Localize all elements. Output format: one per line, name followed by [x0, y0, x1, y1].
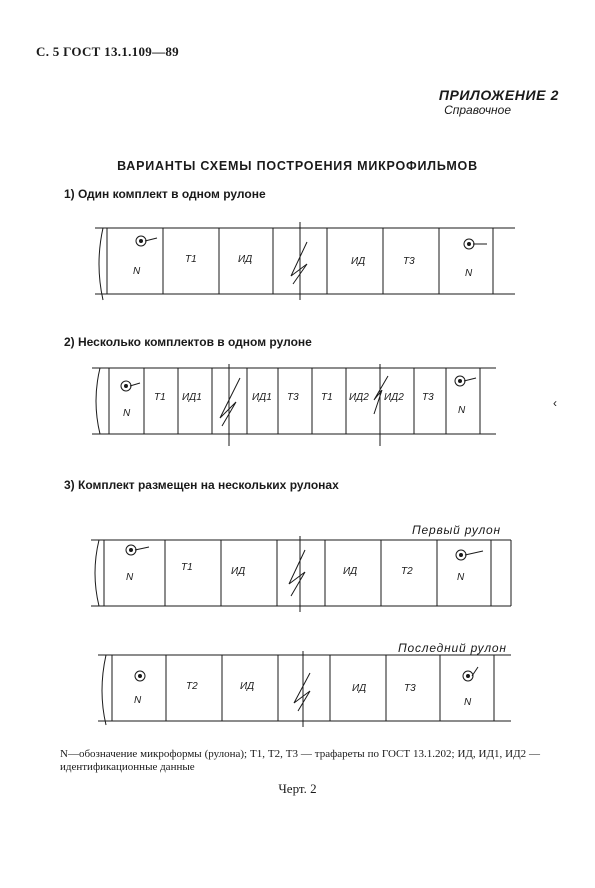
- margin-tick: ‹: [553, 396, 557, 410]
- cell-label: ИД: [351, 256, 366, 267]
- cell-label: ИД1: [182, 392, 202, 403]
- cell-label: Т1: [181, 562, 193, 573]
- cell-label: N: [133, 266, 141, 277]
- film-left-edge: [99, 228, 103, 300]
- strip-diagram: [98, 655, 518, 727]
- cell-label: Т3: [403, 256, 415, 267]
- break-mark: [291, 242, 307, 284]
- film-left-edge: [102, 655, 106, 725]
- cell-label: ИД: [231, 566, 246, 577]
- cell-label: ИД: [343, 566, 358, 577]
- figure-number: Черт. 2: [278, 781, 317, 796]
- arrow-right-icon: [465, 551, 483, 555]
- cell-label: ИД2: [384, 392, 404, 403]
- break-mark: [220, 378, 240, 426]
- cell-label: N: [465, 268, 473, 279]
- cell-label: ИД: [352, 683, 367, 694]
- cell-label: N: [457, 572, 465, 583]
- arrow-right-icon: [130, 383, 140, 386]
- film-left-edge: [96, 368, 100, 434]
- appendix-type: Справочное: [444, 103, 511, 117]
- section-2-title: 2) Несколько комплектов в одном рулоне: [64, 335, 312, 349]
- appendix-label: ПРИЛОЖЕНИЕ 2: [438, 87, 559, 103]
- cell-label: N: [134, 695, 142, 706]
- first-roll-label: Первый рулон: [412, 523, 501, 537]
- cell-label: Т2: [401, 566, 413, 577]
- section-3-title: 3) Комплект размещен на нескольких рулонах: [64, 478, 339, 492]
- cell-label: Т3: [404, 683, 416, 694]
- arrow-right-icon: [472, 667, 478, 676]
- arrow-right-icon: [135, 547, 149, 550]
- figure-caption: N—обозначение микроформы (рулона); Т1, Т2, Т3 — трафареты по ГОСТ 13.1.202; ИД, ИД1, ИД2 — идентификационные данные: [60, 748, 540, 773]
- cell-label: N: [464, 697, 472, 708]
- cell-label: Т3: [422, 392, 434, 403]
- cell-label: ИД2: [349, 392, 369, 403]
- cell-label: Т3: [287, 392, 299, 403]
- cell-label: Т1: [154, 392, 166, 403]
- break-mark: [294, 673, 310, 711]
- cell-label: ИД: [238, 254, 253, 265]
- cell-label: Т1: [321, 392, 333, 403]
- cell-label: ИД1: [252, 392, 272, 403]
- cell-label: ИД: [240, 681, 255, 692]
- cell-label: Т1: [185, 254, 197, 265]
- film-left-edge: [95, 540, 99, 606]
- cell-label: N: [458, 405, 466, 416]
- document-title: ВАРИАНТЫ СХЕМЫ ПОСТРОЕНИЯ МИКРОФИЛЬМОВ: [117, 159, 478, 173]
- arrow-right-icon: [464, 378, 476, 381]
- arrow-right-icon: [145, 238, 157, 241]
- strip-diagram: [95, 228, 515, 300]
- cell-label: N: [123, 408, 131, 419]
- strip-diagram: [91, 540, 515, 612]
- page-header: С. 5 ГОСТ 13.1.109—89: [36, 44, 179, 59]
- section-1-title: 1) Один комплект в одном рулоне: [64, 187, 266, 201]
- last-roll-label: Последний рулон: [398, 641, 507, 655]
- strip-diagram: [92, 368, 512, 448]
- cell-label: N: [126, 572, 134, 583]
- cell-label: Т2: [186, 681, 198, 692]
- break-mark: [289, 550, 305, 596]
